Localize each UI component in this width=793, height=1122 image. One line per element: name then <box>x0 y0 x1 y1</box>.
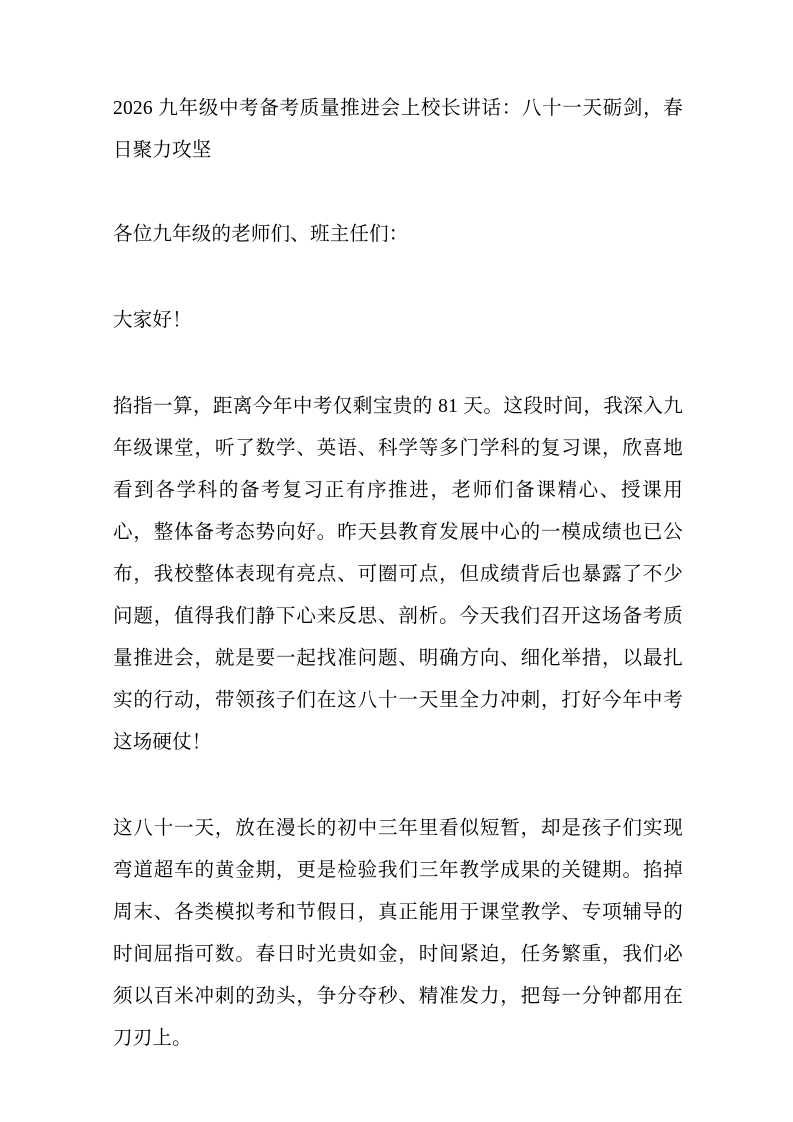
greeting-line: 大家好！ <box>113 310 192 331</box>
document-body <box>113 88 683 1060</box>
spacer-after-salutation <box>113 256 683 300</box>
body-paragraph-1: 掐指一算，距离今年中考仅剩宝贵的 81 天。这段时间，我深入九年级课堂，听了数学、英语、科学等多门学科的复习课，欣喜地看到各学科的备考复习正有序推进，老师们备课精心、授课用心，整体备考态势向好。昨天县教育发展中心的一模成绩也已公布，我校整体表现有亮点、可圈可点，但成绩背后也暴露了不少问题，值得我们静下心来反思、剖析。今天我们召开这场备考质量推进会，就是要一起找准问题、明确方向、细化举措，以最扎实的行动，带领孩子们在这八十一天里全力冲刺，打好今年中考这场硬仗！ <box>113 396 683 753</box>
salutation-line: 各位九年级的老师们、班主任们： <box>113 224 409 245</box>
document-title: 2026 九年级中考备考质量推进会上校长讲话：八十一天砺剑，春日聚力攻坚 <box>113 98 683 161</box>
body-paragraph-2: 这八十一天，放在漫长的初中三年里看似短暂，却是孩子们实现弯道超车的黄金期，更是检验我们三年教学成果的关键期。掐掉周末、各类模拟考和节假日，真正能用于课堂教学、专项辅导的时间屈指可数。春日时光贵如金，时间紧迫，任务繁重，我们必须以百米冲刺的劲头，争分夺秒、精准发力，把每一分钟都用在刀刃上。 <box>113 818 683 1049</box>
spacer-after-title <box>113 172 683 214</box>
spacer-after-greeting <box>113 342 683 386</box>
spacer-between-paragraphs <box>113 764 683 808</box>
